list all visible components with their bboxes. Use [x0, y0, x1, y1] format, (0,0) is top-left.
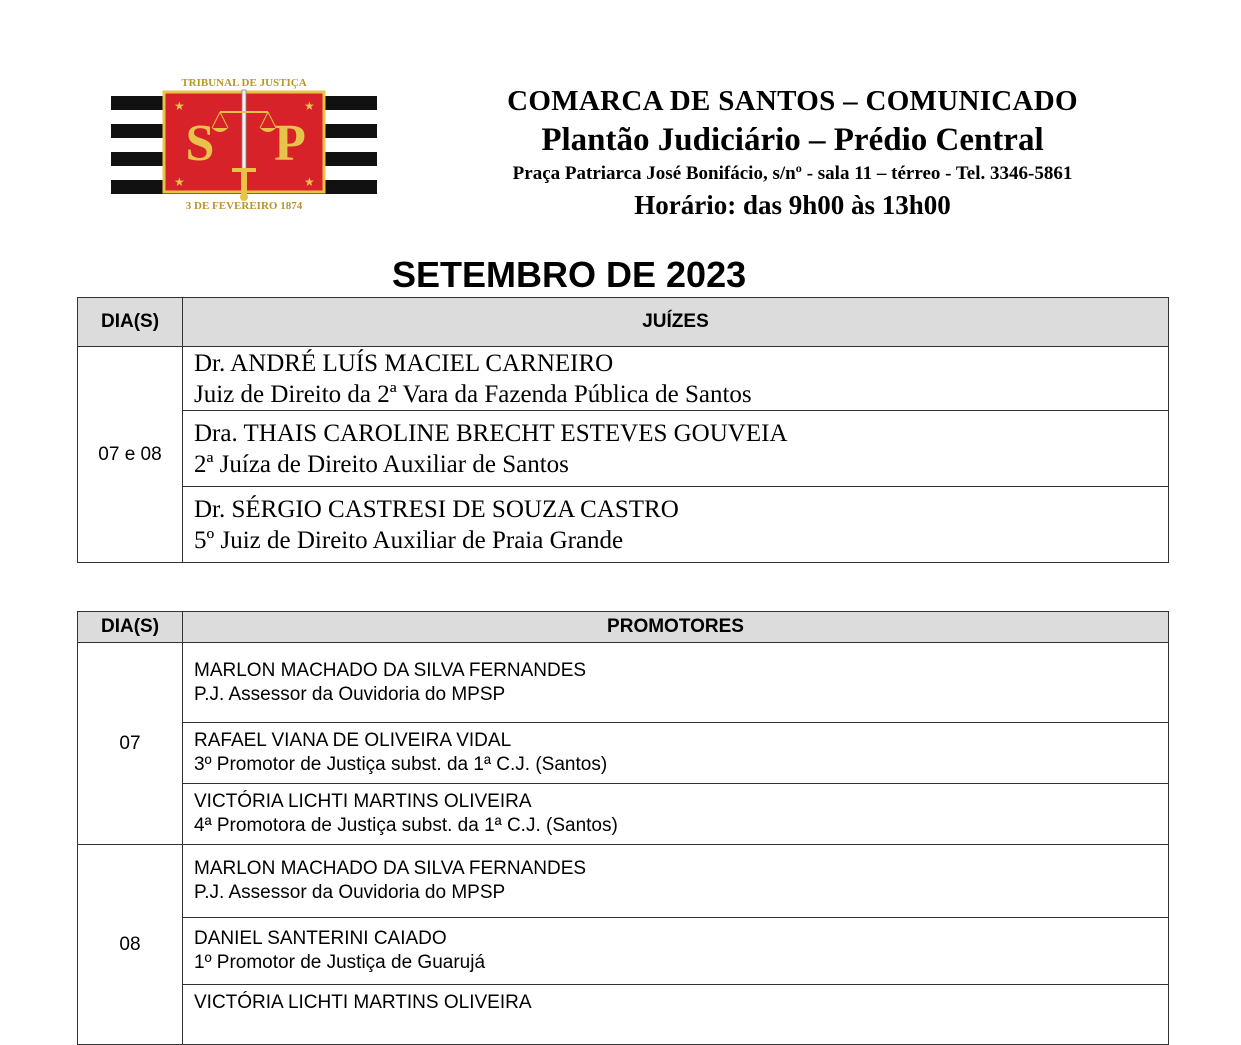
logo-letter-p: P	[274, 115, 306, 172]
promoter-role: 4ª Promotora de Justiça subst. da 1ª C.J. (Santos)	[194, 815, 618, 836]
document-header	[440, 82, 1145, 223]
table-row	[78, 723, 1169, 784]
promoter-name: MARLON MACHADO DA SILVA FERNANDES	[194, 659, 587, 681]
promoter-cell	[183, 985, 1169, 1045]
table-row	[78, 347, 1169, 411]
table-row	[78, 784, 1169, 845]
month-title: SETEMBRO DE 2023	[392, 254, 747, 295]
header-comarca: COMARCA DE SANTOS – COMUNICADO	[507, 85, 1078, 117]
col-header-day: DIA(S)	[78, 612, 183, 643]
promoter-name: DANIEL SANTERINI CAIADO	[194, 928, 447, 949]
header-plantao: Plantão Judiciário – Prédio Central	[541, 122, 1044, 158]
table-row	[78, 487, 1169, 563]
judges-table	[77, 297, 1169, 563]
judge-name: Dr. SÉRGIO CASTRESI DE SOUZA CASTRO	[194, 495, 679, 523]
promoter-role: P.J. Assessor da Ouvidoria do MPSP	[194, 683, 506, 705]
col-header-judges: JUÍZES	[183, 298, 1169, 347]
judge-cell	[183, 347, 1169, 411]
col-header-promoters: PROMOTORES	[183, 612, 1169, 643]
promoter-role: 3º Promotor de Justiça subst. da 1ª C.J. (Santos)	[194, 754, 608, 775]
judge-role: 2ª Juíza de Direito Auxiliar de Santos	[194, 450, 569, 478]
table-row	[78, 985, 1169, 1045]
promoter-name: VICTÓRIA LICHTI MARTINS OLIVEIRA	[194, 992, 532, 1013]
promoter-cell	[183, 784, 1169, 845]
promoter-name: MARLON MACHADO DA SILVA FERNANDES	[194, 858, 587, 879]
table-row	[78, 411, 1169, 487]
logo-top-text: TRIBUNAL DE JUSTIÇA	[181, 77, 307, 89]
table-row	[78, 918, 1169, 985]
judge-role: 5º Juiz de Direito Auxiliar de Praia Grande	[194, 526, 624, 554]
promoter-cell	[183, 723, 1169, 784]
judge-name: Dra. THAIS CAROLINE BRECHT ESTEVES GOUVEIA	[194, 419, 788, 447]
judge-role: Juiz de Direito da 2ª Vara da Fazenda Pública de Santos	[194, 380, 752, 408]
promoter-role: 1º Promotor de Justiça de Guarujá	[194, 952, 486, 973]
logo-bottom-text: 3 DE FEVEREIRO 1874	[185, 200, 303, 212]
table-header-row	[78, 612, 1169, 643]
judge-name: Dr. ANDRÉ LUÍS MACIEL CARNEIRO	[194, 349, 614, 377]
judge-cell	[183, 487, 1169, 563]
svg-text:★: ★	[304, 99, 315, 113]
promoter-name: VICTÓRIA LICHTI MARTINS OLIVEIRA	[194, 791, 532, 812]
logo-letter-s: S	[185, 115, 215, 172]
header-address: Praça Patriarca José Bonifácio, s/nº - sala 11 – térreo - Tel. 3346-5861	[512, 163, 1073, 184]
day-cell: 07	[78, 643, 183, 845]
promoter-cell	[183, 918, 1169, 985]
promoter-role: P.J. Assessor da Ouvidoria do MPSP	[194, 882, 506, 903]
col-header-day: DIA(S)	[78, 298, 183, 347]
header-hours: Horário: das 9h00 às 13h00	[634, 190, 951, 220]
table-row	[78, 845, 1169, 918]
day-cell: 08	[78, 845, 183, 1045]
table-header-row	[78, 298, 1169, 347]
judge-cell	[183, 411, 1169, 487]
promoter-name: RAFAEL VIANA DE OLIVEIRA VIDAL	[194, 730, 512, 751]
promoter-cell	[183, 845, 1169, 918]
promoter-cell	[183, 643, 1169, 723]
svg-text:★: ★	[174, 99, 185, 113]
promoters-table	[77, 611, 1169, 1045]
svg-text:★: ★	[304, 175, 315, 189]
tribunal-logo	[108, 72, 380, 212]
table-row	[78, 643, 1169, 723]
svg-text:★: ★	[174, 175, 185, 189]
day-cell: 07 e 08	[78, 347, 183, 563]
